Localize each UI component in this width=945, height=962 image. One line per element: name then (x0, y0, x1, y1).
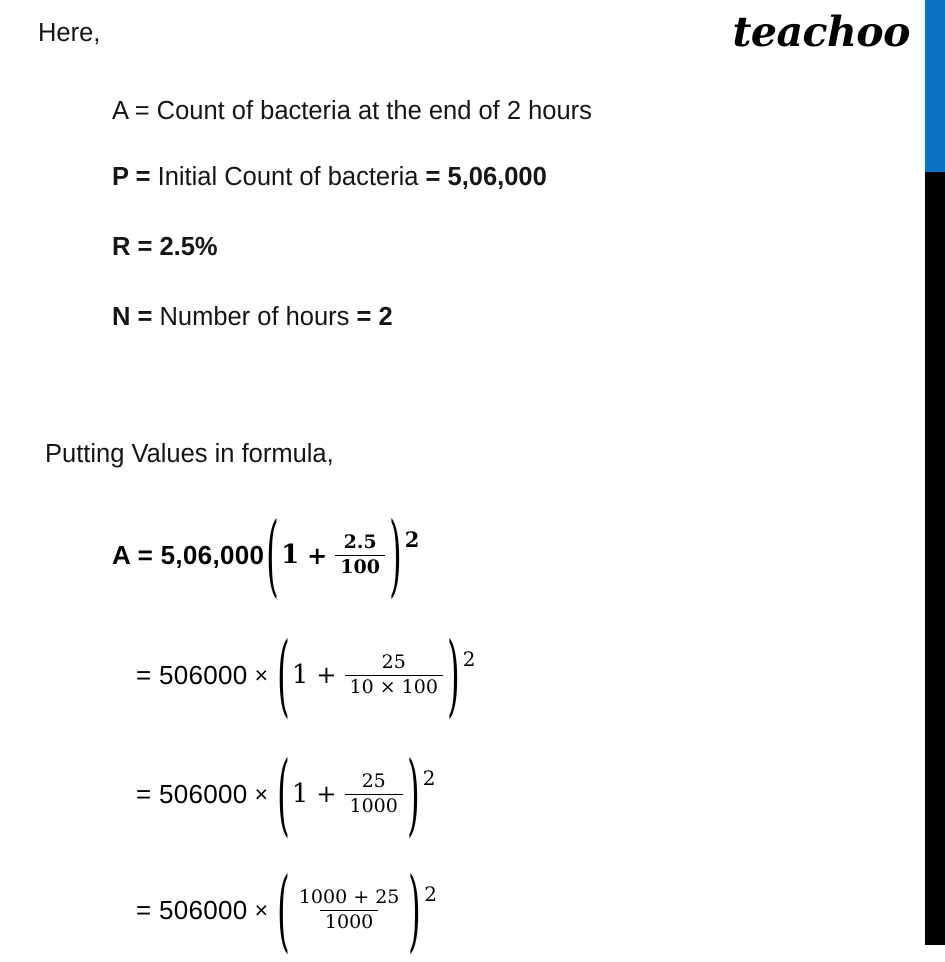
formula-step-2-inner (292, 653, 445, 698)
definition-r (112, 235, 218, 261)
definition-r-value: 2.5% (159, 233, 218, 261)
formula-step-1-plus: + (307, 540, 328, 570)
formula-step-2 (136, 623, 476, 728)
definition-a-text: Count of bacteria at the end of 2 hours (156, 97, 592, 125)
open-paren-icon: ( (277, 623, 290, 728)
putting-values-text: Putting Values in formula, (45, 440, 334, 468)
close-paren-icon: ) (447, 623, 460, 728)
open-paren-icon: ( (277, 858, 290, 962)
formula-step-4-exponent: 2 (424, 882, 437, 906)
formula-step-2-denominator: 10 × 100 (345, 675, 443, 698)
close-paren-icon: ) (389, 503, 402, 608)
formula-step-2-lead: = 506000 (136, 659, 248, 690)
formula-step-3-exponent: 2 (422, 766, 436, 790)
formula-step-1-numerator: 2.5 (343, 531, 377, 553)
definition-n (112, 305, 393, 331)
definition-n-sep: = (130, 303, 160, 331)
definition-p-text: Initial Count of bacteria (157, 163, 426, 191)
multiply-icon: × (254, 896, 269, 923)
formula-step-2-plus: + (316, 661, 337, 690)
open-paren-icon: ( (266, 503, 279, 608)
formula-step-1-fraction (335, 533, 385, 578)
formula-step-3 (136, 742, 436, 847)
formula-step-4-fraction (294, 888, 405, 933)
definition-r-symbol: R (112, 233, 131, 261)
blue-edge-bar (925, 0, 945, 172)
close-paren-icon: ) (406, 742, 420, 847)
formula-step-1-lead: A = 5,06,000 (112, 539, 265, 570)
intro-text: Here, (38, 19, 101, 47)
formula-step-3-inner (292, 772, 405, 817)
definition-p-symbol: P (112, 163, 129, 191)
formula-step-3-one: 1 (291, 779, 309, 810)
multiply-icon: × (254, 780, 269, 807)
formula-step-1 (112, 503, 420, 608)
formula-step-2-fraction (345, 653, 443, 698)
formula-step-4-inner (292, 888, 407, 933)
definition-a-sep: = (127, 97, 157, 125)
formula-step-4-lead: = 506000 (136, 894, 248, 925)
definition-n-text: Number of hours (159, 303, 357, 331)
teachoo-logo: teachoo (732, 8, 910, 56)
definition-r-sep: = (130, 233, 160, 261)
formula-step-4 (136, 858, 437, 962)
multiply-icon: × (254, 661, 269, 688)
definition-p (112, 165, 547, 191)
definition-a (112, 99, 592, 125)
definition-n-symbol: N (112, 303, 131, 331)
formula-step-1-one: 1 (281, 540, 300, 571)
formula-step-2-exponent: 2 (462, 647, 476, 671)
formula-step-3-lead: = 506000 (136, 778, 248, 809)
formula-step-3-fraction (345, 772, 403, 817)
formula-step-1-exponent: 2 (404, 527, 420, 552)
right-edge-decoration (925, 0, 945, 945)
black-edge-bar (925, 172, 945, 945)
open-paren-icon: ( (277, 742, 290, 847)
definition-p-sep: = (128, 163, 158, 191)
formula-step-2-one: 1 (291, 660, 309, 691)
formula-step-3-numerator: 25 (361, 770, 386, 792)
formula-step-3-denominator: 1000 (345, 794, 403, 817)
formula-step-4-numerator: 1000 + 25 (298, 886, 400, 908)
formula-step-1-inner (281, 533, 387, 578)
definition-n-value: = 2 (356, 303, 393, 331)
formula-step-4-denominator: 1000 (320, 910, 378, 933)
formula-step-2-numerator: 25 (381, 651, 406, 673)
definition-p-value: = 5,06,000 (425, 163, 547, 191)
formula-step-1-denominator: 100 (335, 555, 385, 578)
definition-a-symbol: A (112, 97, 128, 125)
close-paren-icon: ) (408, 858, 422, 962)
formula-step-3-plus: + (316, 780, 337, 809)
